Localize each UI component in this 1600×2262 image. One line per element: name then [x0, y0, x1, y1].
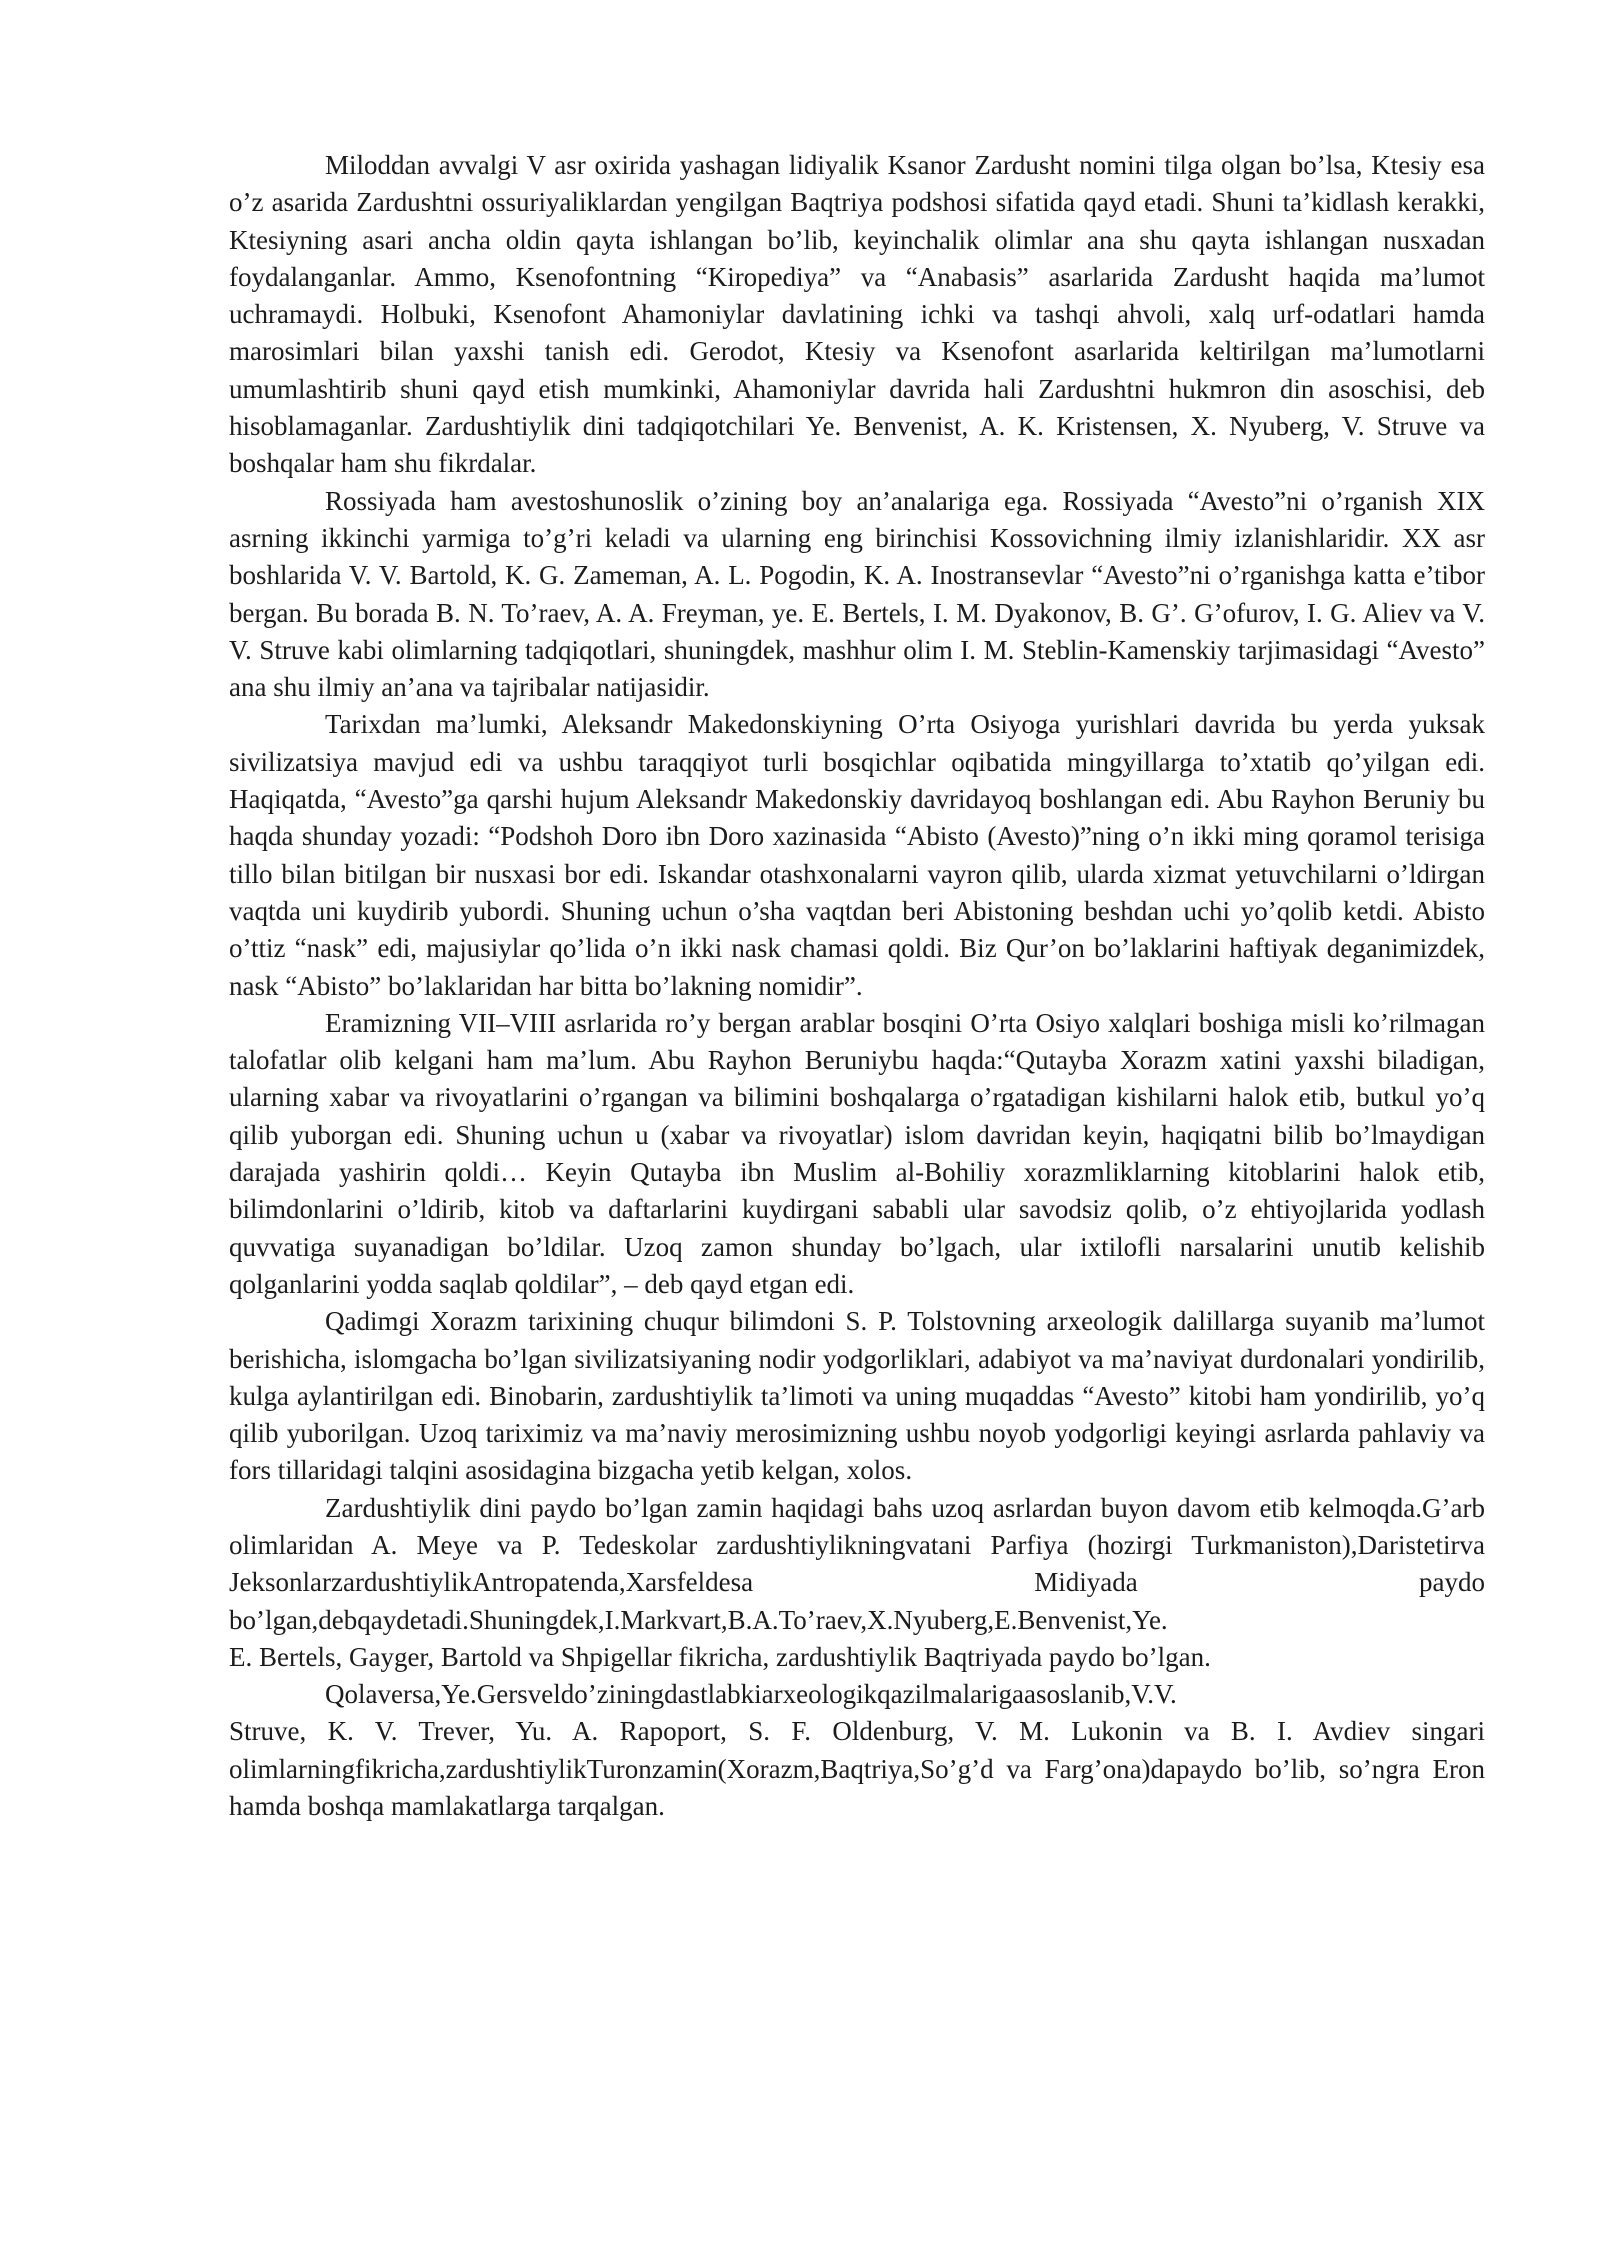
paragraph-zardushtiylik-zamin: Zardushtiylik dini paydo bo’lgan zamin haqidagi bahs uzoq asrlardan buyon davom etib kelmoqda.G’arb olimlaridan A. Meye va P. Tedeskolar zardushtiylikningvatani Parfiya (hozirgi Turkmaniston),Daristetirva JeksonlarzardushtiylikAntropatenda,Xarsfeldesa Midiyada paydo bo’lgan,debqaydetadi.Shuningdek,I.Markvart,B.A.To’raev,X.Nyuberg,E.Benvenist,Ye.: [229, 1492, 1485, 1635]
paragraph-qadimgi-xorazm: Qadimgi Xorazm tarixining chuqur bilimdoni S. P. Tolstovning arxeologik dalillarga suyanib ma’lumot berishicha, islomgacha bo’lgan sivilizatsiyaning nodir yodgorliklari, adabiyot va ma’naviyat durdonalari yondirilib, kulga aylantirilgan edi. Binobarin, zardushtiylik ta’limoti va uning muqaddas “Avesto” kitobi ham yondirilib, yo’q qilib yuborilgan. Uzoq tariximiz va ma’naviy merosimizning ushbu noyob yodgorligi keyingi asrlarda pahlaviy va fors tillaridagi talqini asosidagina bizgacha yetib kelgan, xolos.: [229, 1306, 1485, 1486]
paragraph-rossiya-avestoshunoslik: Rossiyada ham avestoshunoslik o’zining boy an’analariga ega. Rossiyada “Avesto”ni o’rganish XIX asrning ikkinchi yarmiga to’g’ri keladi va ularning eng birinchisi Kossovichning ilmiy izlanishlaridir. XX asr boshlarida V. V. Bartold, K. G. Zameman, A. L. Pogodin, K. A. Inostransevlar “Avesto”ni o’rganishga katta e’tibor bergan. Bu borada B. N. To’raev, A. A. Freyman, ye. E. Bertels, I. M. Dyakonov, B. G’. G’ofurov, I. G. Aliev va V. V. Struve kabi olimlarning tadqiqotlari, shuningdek, mashhur olim I. M. Steblin-Kamenskiy tarjimasidagi “Avesto” ana shu ilmiy an’ana va tajribalar natijasidir.: [229, 485, 1485, 703]
paragraph-ktesiy-zardusht: Miloddan avvalgi V asr oxirida yashagan lidiyalik Ksanor Zardusht nomini tilga olgan bo’lsa, Ktesiy esa o’z asarida Zardushtni ossuriyaliklardan yengilgan Baqtriya podshosi sifatida qayd etadi. Shuni ta’kidlash kerakki, Ktesiyning asari ancha oldin qayta ishlangan bo’lib, keyinchalik olimlar ana shu qayta ishlangan nusxadan foydalanganlar. Ammo, Ksenofontning “Kiropediya” va “Anabasis” asarlarida Zardusht haqida ma’lumot uchramaydi. Holbuki, Ksenofont Ahamoniylar davlatining ichki va tashqi ahvoli, xalq urf-odatlari hamda marosimlari bilan yaxshi tanish edi. Gerodot, Ktesiy va Ksenofont asarlarida keltirilgan ma’lumotlarni umumlashtirib shuni qayd etish mumkinki, Ahamoniylar davrida hali Zardushtni hukmron din asoschisi, deb hisoblamaganlar. Zardushtiylik dini tadqiqotchilari Ye. Benvenist, A. K. Kristensen, X. Nyuberg, V. Struve va boshqalar ham shu fikrdalar.: [229, 150, 1485, 479]
paragraph-aleksandr-makedonskiy: Tarixdan ma’lumki, Aleksandr Makedonskiyning O’rta Osiyoga yurishlari davrida bu yerda yuksak sivilizatsiya mavjud edi va ushbu taraqqiyot turli bosqichlar oqibatida mingyillarga to’xtatib qo’yilgan edi. Haqiqatda, “Avesto”ga qarshi hujum Aleksandr Makedonskiy davridayoq boshlangan edi. Abu Rayhon Beruniy bu haqda shunday yozadi: “Podshoh Doro ibn Doro xazinasida “Abisto (Avesto)”ning o’n ikki ming qoramol terisiga tillo bilan bitilgan bir nusxasi bor edi. Iskandar otashxonalarni vayron qilib, ularda xizmat yetuvchilarni o’ldirgan vaqtda uni kuydirib yubordi. Shuning uchun o’sha vaqtdan beri Abistoning beshdan uchi yo’qolib ketdi. Abisto o’ttiz “nask” edi, majusiylar qo’lida o’n ikki nask chamasi qoldi. Biz Qur’on bo’laklarini haftiyak deganimizdek, nask “Abisto” bo’laklaridan har bitta bo’lakning nomidir”.: [229, 709, 1485, 1001]
paragraph-arablar-bosqini: Eramizning VII–VIII asrlarida ro’y bergan arablar bosqini O’rta Osiyo xalqlari boshiga misli ko’rilmagan talofatlar olib kelgani ham ma’lum. Abu Rayhon Beruniybu haqda:“Qutayba Xorazm xatini yaxshi biladigan, ularning xabar va rivoyatlarini o’rgangan va bilimini boshqalarga o’rgatadigan kishilarni halok etib, butkul yo’q qilib yuborgan edi. Shuning uchun u (xabar va rivoyatlar) islom davridan keyin, haqiqatni bilib bo’lmaydigan darajada yashirin qoldi… Keyin Qutayba ibn Muslim al-Bohiliy xorazmliklarning kitoblarini halok etib, bilimdonlarini o’ldirib, kitob va daftarlarini kuydirgani sababli ular savodsiz qolib, o’z ehtiyojlarida yodlash quvvatiga suyanadigan bo’ldilar. Uzoq zamon shunday bo’lgach, ular ixtilofli narsalarini unutib kelishib qolganlarini yodda saqlab qoldilar”, – deb qayd etgan edi.: [229, 1007, 1485, 1299]
paragraph-turonzamin: Struve, K. V. Trever, Yu. A. Rapoport, S. F. Oldenburg, V. M. Lukonin va B. I. Avdiev singari olimlarningfikricha,zardushtiylikTuronzamin(Xorazm,Baqtriya,So’g’d va Farg’ona)dapaydo bo’lib, so’ngra Eron hamda boshqa mamlakatlarga tarqalgan.: [229, 1716, 1485, 1822]
document-body: [229, 147, 1485, 1825]
paragraph-qolaversa: Qolaversa,Ye.Gersveldo’ziningdastlabkiarxeologikqazilmalarigaasoslanib,V.V.: [325, 1679, 1177, 1710]
paragraph-bertels-baqtriya: E. Bertels, Gayger, Bartold va Shpigellar fikricha, zardushtiylik Baqtriyada paydo bo’lgan.: [229, 1641, 1211, 1672]
